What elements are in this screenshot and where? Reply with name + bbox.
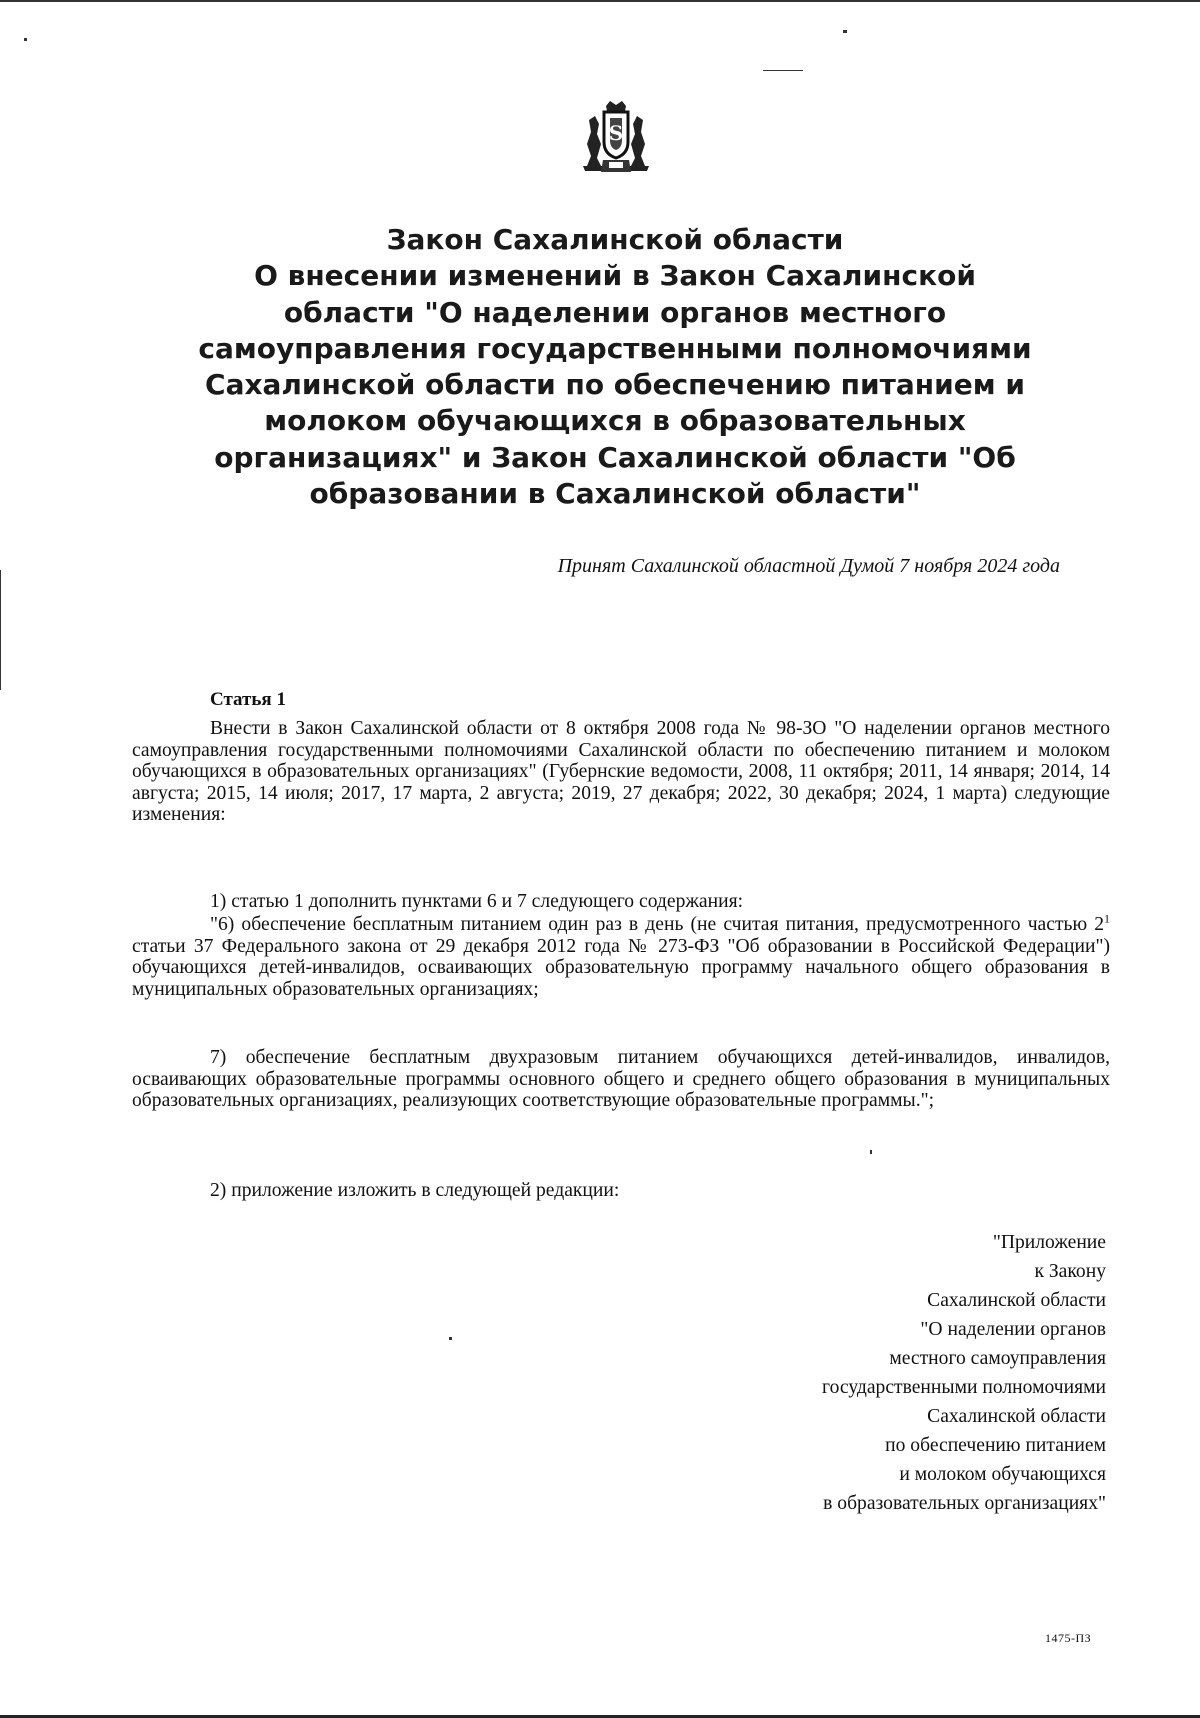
annex-line: Сахалинской области (927, 1406, 1106, 1427)
point-6-text-end: статьи 37 Федерального закона от 29 декабря 2012 года № 273-ФЗ "Об образовании в Российской Федерации") обучающихся детей-инвалидов, осваивающих образовательную программу начального общего образования в муниципальных образовательных организациях; (132, 935, 1110, 1000)
title-line: организациях" и Закон Сахалинской области "Об (214, 440, 1016, 474)
title-line: самоуправления государственными полномочиями (198, 331, 1032, 365)
annex-line: и молоком обучающихся (899, 1464, 1106, 1485)
title-line: Сахалинской области по обеспечению питанием и (205, 368, 1025, 402)
svg-text:S: S (608, 121, 624, 145)
annex-line: местного самоуправления (889, 1348, 1106, 1369)
title-line: образовании в Сахалинской области" (309, 477, 921, 511)
amendment-item-1: 1) статью 1 дополнить пунктами 6 и 7 следующего содержания: (210, 891, 744, 912)
amendment-point-7: 7) обеспечение бесплатным двухразовым питанием обучающихся детей-инвалидов, инвалидов, осваивающих образовательные программы основного общего и среднего общего образования в муниципальных образовательных организациях, реализующих соответствующие образовательные программы."; (132, 1047, 1110, 1112)
scan-speck (843, 30, 847, 33)
annex-line: в образовательных организациях" (823, 1493, 1106, 1514)
document-code: 1475-ПЗ (1045, 1631, 1092, 1645)
point-6-text-start: "6) обеспечение бесплатным питанием один раз в день (не считая питания, предусмотренного частью 2 (210, 914, 1104, 935)
scan-mark-line (763, 70, 803, 71)
scan-top-edge (0, 0, 1200, 2)
title-line: О внесении изменений в Закон Сахалинской (254, 259, 976, 293)
annex-line: "Приложение (992, 1232, 1106, 1253)
adoption-note: Принят Сахалинской областной Думой 7 ноября 2024 года (557, 555, 1060, 577)
scan-speck (870, 1150, 872, 1154)
scan-edge-mark (0, 570, 1, 690)
title-line: Закон Сахалинской области (386, 223, 844, 256)
amendment-item-2: 2) приложение изложить в следующей редакции: (210, 1180, 620, 1201)
annex-line: к Закону (1034, 1261, 1106, 1282)
scan-speck (24, 38, 27, 41)
title-line: области "О наделении органов местного (283, 295, 947, 329)
annex-line: Сахалинской области (927, 1290, 1106, 1311)
intro-paragraph: Внести в Закон Сахалинской области от 8 октября 2008 года № 98-ЗО "О наделении органов местного самоуправления государственными полномочиями Сахалинской области по обеспечению питанием и молоком обучающихся в образовательных организациях" (Губернские ведомости, 2008, 11 октября; 2011, 14 января; 2014, 14 августа; 2015, 14 июля; 2017, 17 марта, 2 августа; 2019, 27 декабря; 2022, 30 декабря; 2024, 1 марта) следующие изменения: (132, 718, 1110, 826)
superscript-mark: 1 (1104, 911, 1110, 926)
scan-speck (449, 1337, 452, 1340)
article-heading: Статья 1 (210, 689, 286, 710)
amendment-point-6 (132, 911, 1110, 1000)
annex-header (720, 1228, 1106, 1518)
annex-line: по обеспечению питанием (885, 1435, 1106, 1456)
law-title (150, 222, 1080, 512)
annex-line: государственными полномочиями (822, 1377, 1106, 1398)
sakhalin-coat-of-arms-icon (579, 100, 653, 180)
annex-line: "О наделении органов (920, 1319, 1106, 1340)
title-line: молоком обучающихся в образовательных (264, 404, 966, 438)
